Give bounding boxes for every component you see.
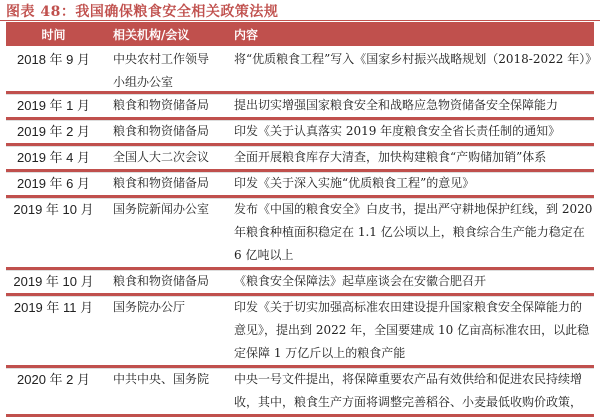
- content-line: 印发《关于认真落实 2019 年度粮食安全省长责任制的通知》: [234, 124, 561, 138]
- table-row: [6, 172, 594, 198]
- org-line: 国务院办公厅: [113, 300, 186, 314]
- row-content: [219, 296, 594, 365]
- content-line: 发布《中国的粮食安全》白皮书，提出严守耕地保护红线，到 2020: [234, 202, 593, 216]
- row-content: [219, 198, 594, 267]
- row-time: 2019 年 10 月: [13, 202, 94, 217]
- content-line: 将“优质粮食工程”写入《国家乡村振兴战略规划（2018-2022 年）》: [234, 52, 598, 66]
- table-row: [6, 94, 594, 120]
- org-line: 粮食和物资储备局: [113, 124, 210, 138]
- content-line: 年粮食种植面积稳定在 1.1 亿公顷以上，粮食综合生产能力稳定在: [234, 225, 585, 239]
- table-body: [6, 46, 598, 417]
- row-content: [219, 120, 594, 143]
- org-line: 粮食和物资储备局: [113, 176, 210, 190]
- title-divider: [0, 20, 600, 21]
- org-line: 全国人大二次会议: [113, 150, 210, 164]
- org-line: 中共中央、国务院: [113, 372, 210, 386]
- table-row: [6, 296, 594, 368]
- row-org: [101, 198, 219, 267]
- row-content: [219, 368, 594, 414]
- row-org: [101, 146, 219, 169]
- content-line: 定保障 1 万亿斤以上的粮食产能: [234, 346, 406, 360]
- figure-title: 图表 48：我国确保粮食安全相关政策法规: [6, 4, 279, 20]
- row-content: [219, 146, 594, 169]
- content-line: 收，其中，粮食生产方面将调整完善稻谷、小麦最低收购价政策，: [234, 395, 583, 409]
- header-time: 时间: [41, 27, 66, 42]
- row-time: 2019 年 6 月: [17, 176, 90, 191]
- header-content: 内容: [234, 27, 259, 42]
- table-row: [6, 46, 598, 94]
- org-line: 国务院新闻办公室: [113, 202, 210, 216]
- row-content: [219, 270, 594, 293]
- table-row: [6, 198, 594, 270]
- row-time: 2019 年 1 月: [17, 98, 90, 113]
- row-time: 2018 年 9 月: [17, 52, 90, 67]
- content-line: 提出切实增强国家粮食安全和战略应急物资储备安全保障能力: [234, 98, 559, 112]
- org-line: 小组办公室: [113, 75, 174, 89]
- org-line: 粮食和物资储备局: [113, 274, 210, 288]
- table-row: [6, 368, 594, 417]
- content-line: 中央一号文件提出，将保障重要农产品有效供给和促进农民持续增: [234, 372, 583, 386]
- row-org: [101, 172, 219, 195]
- content-line: 印发《关于深入实施“优质粮食工程”的意见》: [234, 176, 475, 190]
- content-line: 全面开展粮食库存大清查，加快构建粮食“产购储加销”体系: [234, 150, 547, 164]
- table-row: [6, 270, 594, 296]
- table-row: [6, 120, 594, 146]
- table-header: [6, 22, 594, 46]
- content-line: 《粮食安全保障法》起草座谈会在安徽合肥召开: [234, 274, 487, 288]
- row-content: [219, 48, 597, 91]
- content-line: 印发《关于切实加强高标准农田建设提升国家粮食安全保障能力的: [234, 300, 583, 314]
- row-org: [101, 270, 219, 293]
- policy-table: [6, 22, 598, 417]
- org-line: 粮食和物资储备局: [113, 98, 210, 112]
- header-org: 相关机构/会议: [113, 27, 190, 42]
- row-org: [101, 368, 219, 414]
- org-line: 中央农村工作领导: [113, 52, 210, 66]
- row-time: 2019 年 11 月: [13, 300, 94, 315]
- row-org: [101, 120, 219, 143]
- table-row: [6, 146, 594, 172]
- row-content: [219, 94, 594, 117]
- row-time: 2019 年 10 月: [13, 274, 94, 289]
- row-org: [101, 48, 219, 91]
- row-org: [101, 296, 219, 365]
- row-time: 2020 年 2 月: [17, 372, 90, 387]
- content-line: 6 亿吨以上: [234, 248, 294, 262]
- content-line: 意见》，提出到 2022 年，全国要建成 10 亿亩高标准农田，以此稳: [234, 323, 590, 337]
- row-time: 2019 年 2 月: [17, 124, 90, 139]
- row-org: [101, 94, 219, 117]
- row-time: 2019 年 4 月: [17, 150, 90, 165]
- row-content: [219, 172, 594, 195]
